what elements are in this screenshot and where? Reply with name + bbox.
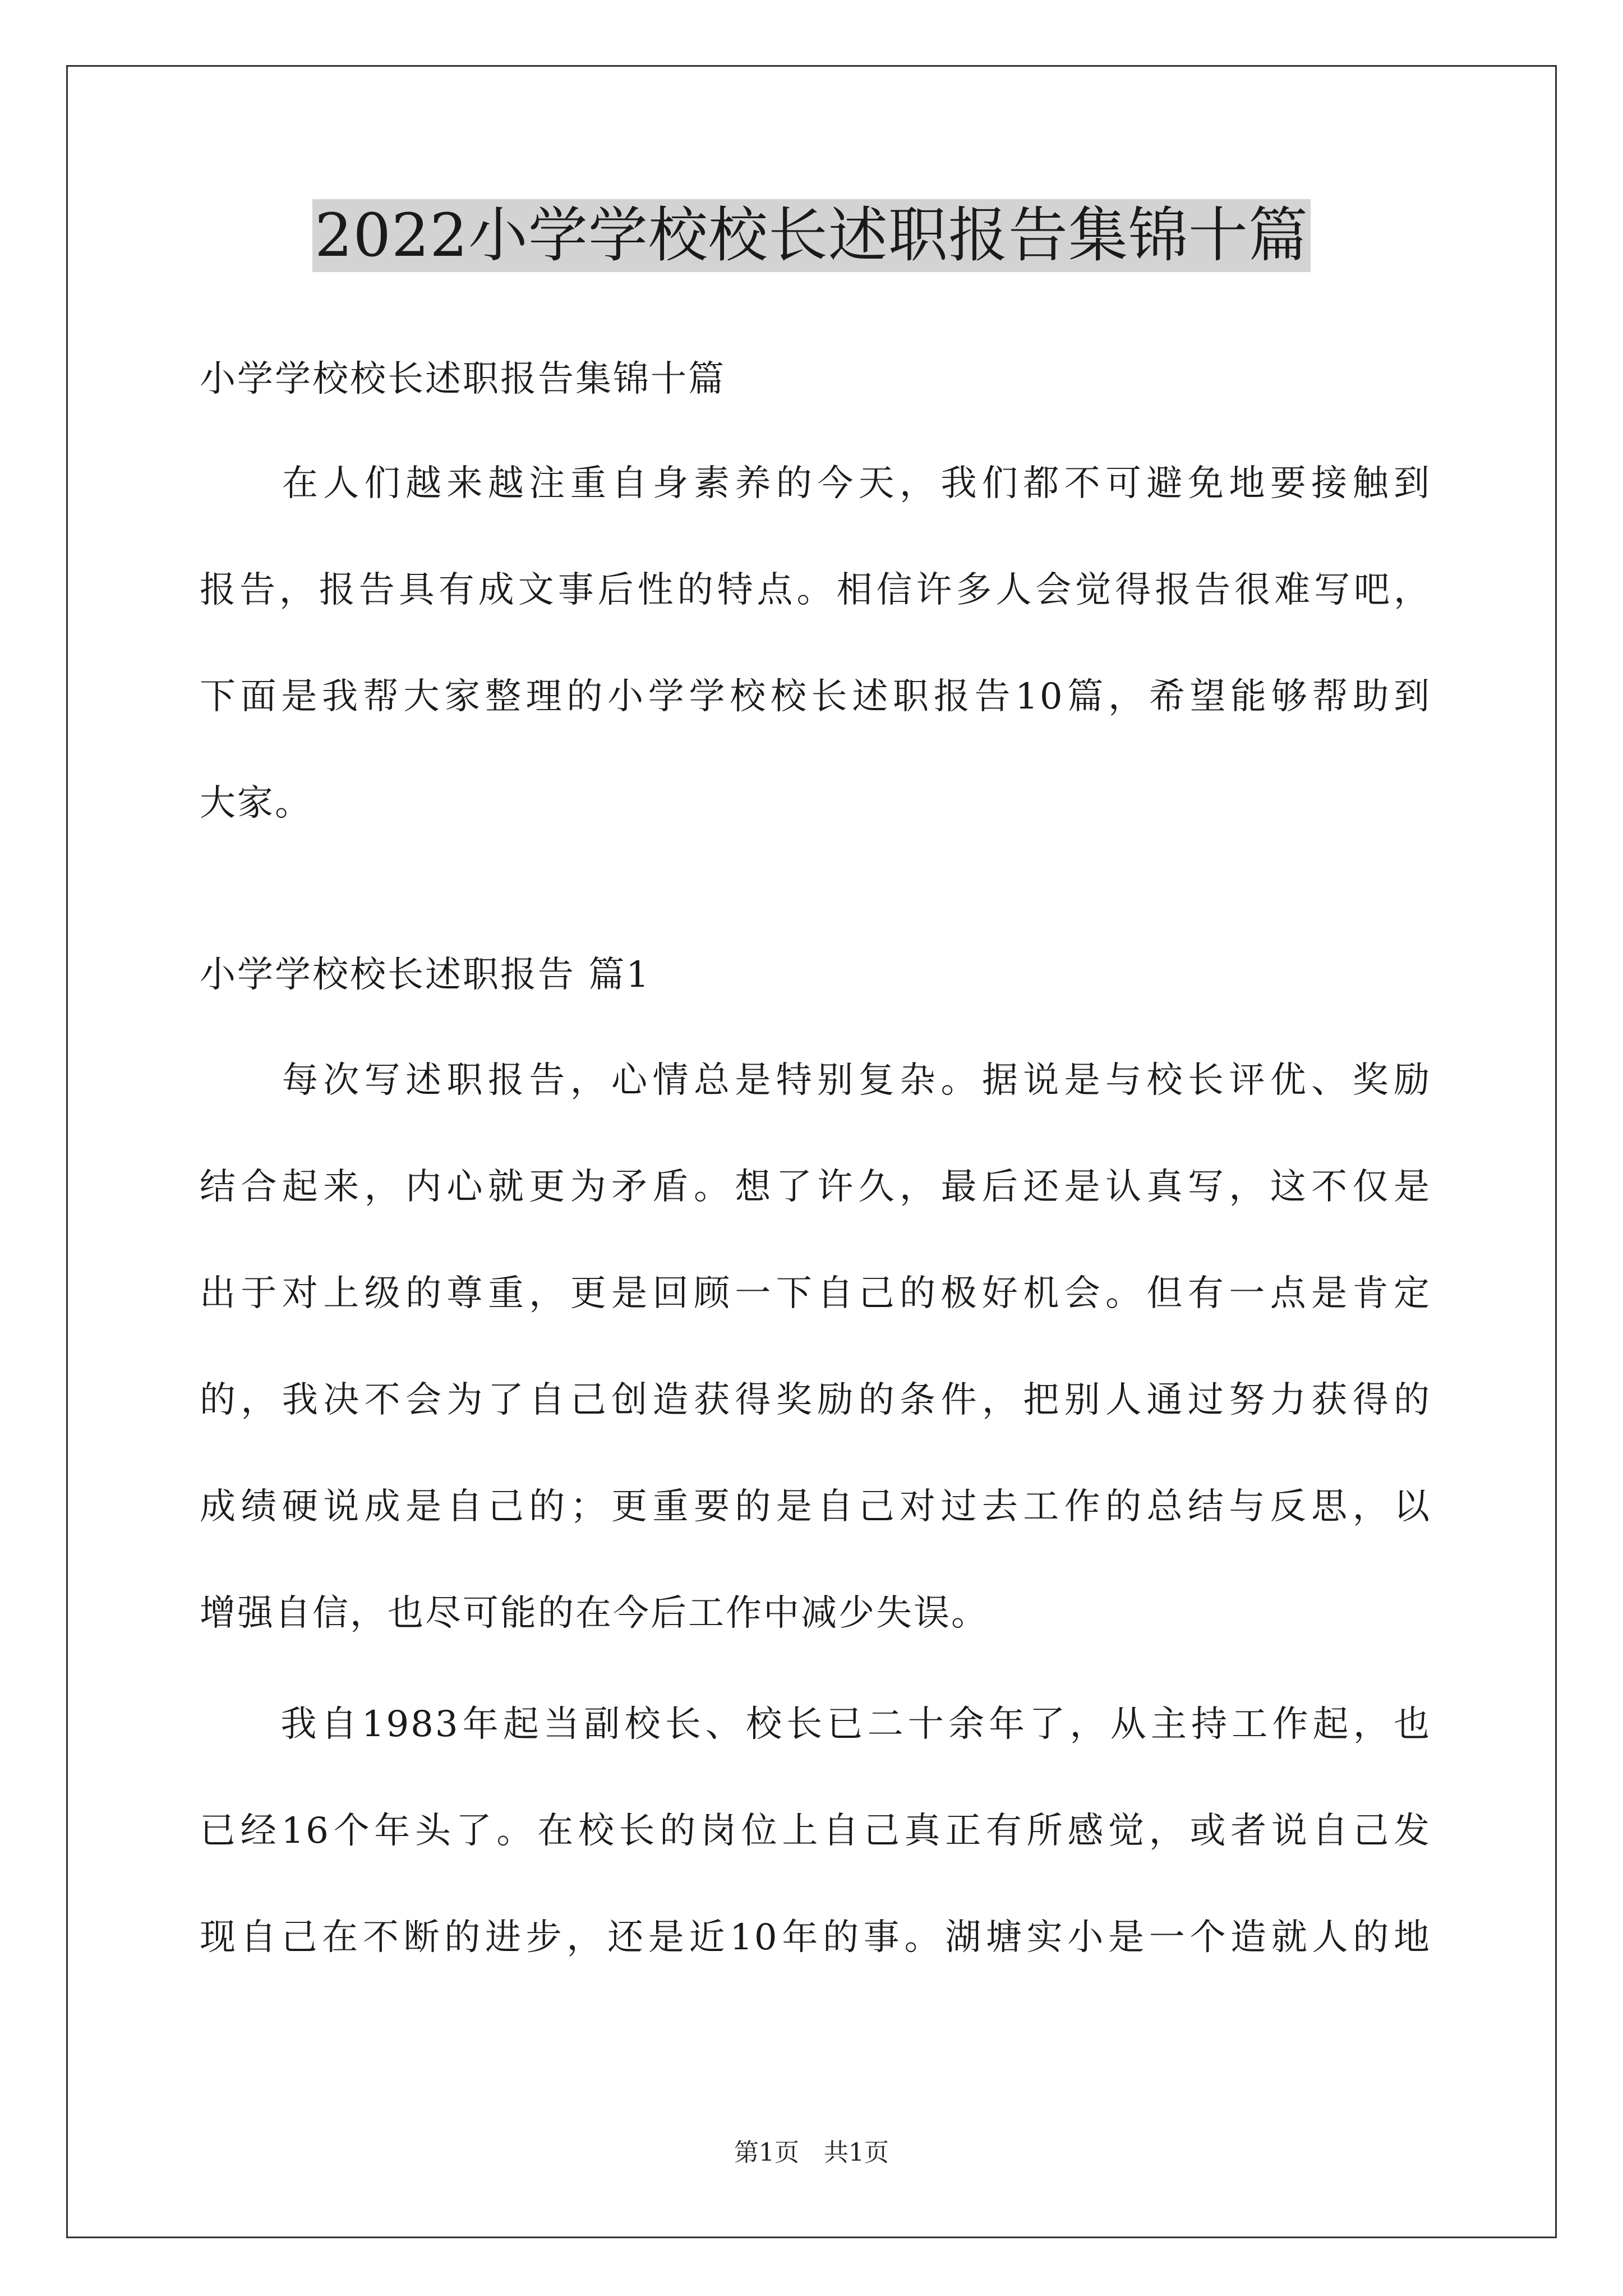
paragraph-line: 的，我决不会为了自己创造获得奖励的条件，把别人通过努力获得的 [200,1379,1431,1421]
document-title: 2022小学学校校长述职报告集锦十篇 [312,199,1311,272]
paragraph-line: 增强自信，也尽可能的在今后工作中减少失误。 [200,1593,989,1634]
subtitle: 小学学校校长述职报告集锦十篇 [200,358,726,400]
paragraph-line: 已经16个年头了。在校长的岗位上自己真正有所感觉，或者说自己发 [200,1810,1431,1852]
intro-line: 大家。 [200,783,312,824]
title-container [0,199,1623,272]
page-footer: 第1页 共1页 [734,2138,889,2167]
paragraph-line: 成绩硬说成是自己的；更重要的是自己对过去工作的总结与反思，以 [200,1486,1431,1527]
paragraph-line: 现自己在不断的进步，还是近10年的事。湖塘实小是一个造就人的地 [200,1917,1431,1958]
paragraph-line: 结合起来，内心就更为矛盾。想了许久，最后还是认真写，这不仅是 [200,1166,1431,1208]
paragraph-line: 我自1983年起当副校长、校长已二十余年了，从主持工作起，也 [200,1704,1431,1745]
intro-line: 下面是我帮大家整理的小学学校校长述职报告10篇，希望能够帮助到 [200,676,1431,717]
section-heading: 小学学校校长述职报告 篇1 [200,954,651,996]
paragraph-line: 出于对上级的尊重，更是回顾一下自己的极好机会。但有一点是肯定 [200,1273,1431,1314]
intro-line: 在人们越来越注重自身素养的今天，我们都不可避免地要接触到 [200,463,1431,504]
intro-line: 报告，报告具有成文事后性的特点。相信许多人会觉得报告很难写吧， [200,569,1431,611]
paragraph-line: 每次写述职报告，心情总是特别复杂。据说是与校长评优、奖励 [200,1060,1431,1101]
